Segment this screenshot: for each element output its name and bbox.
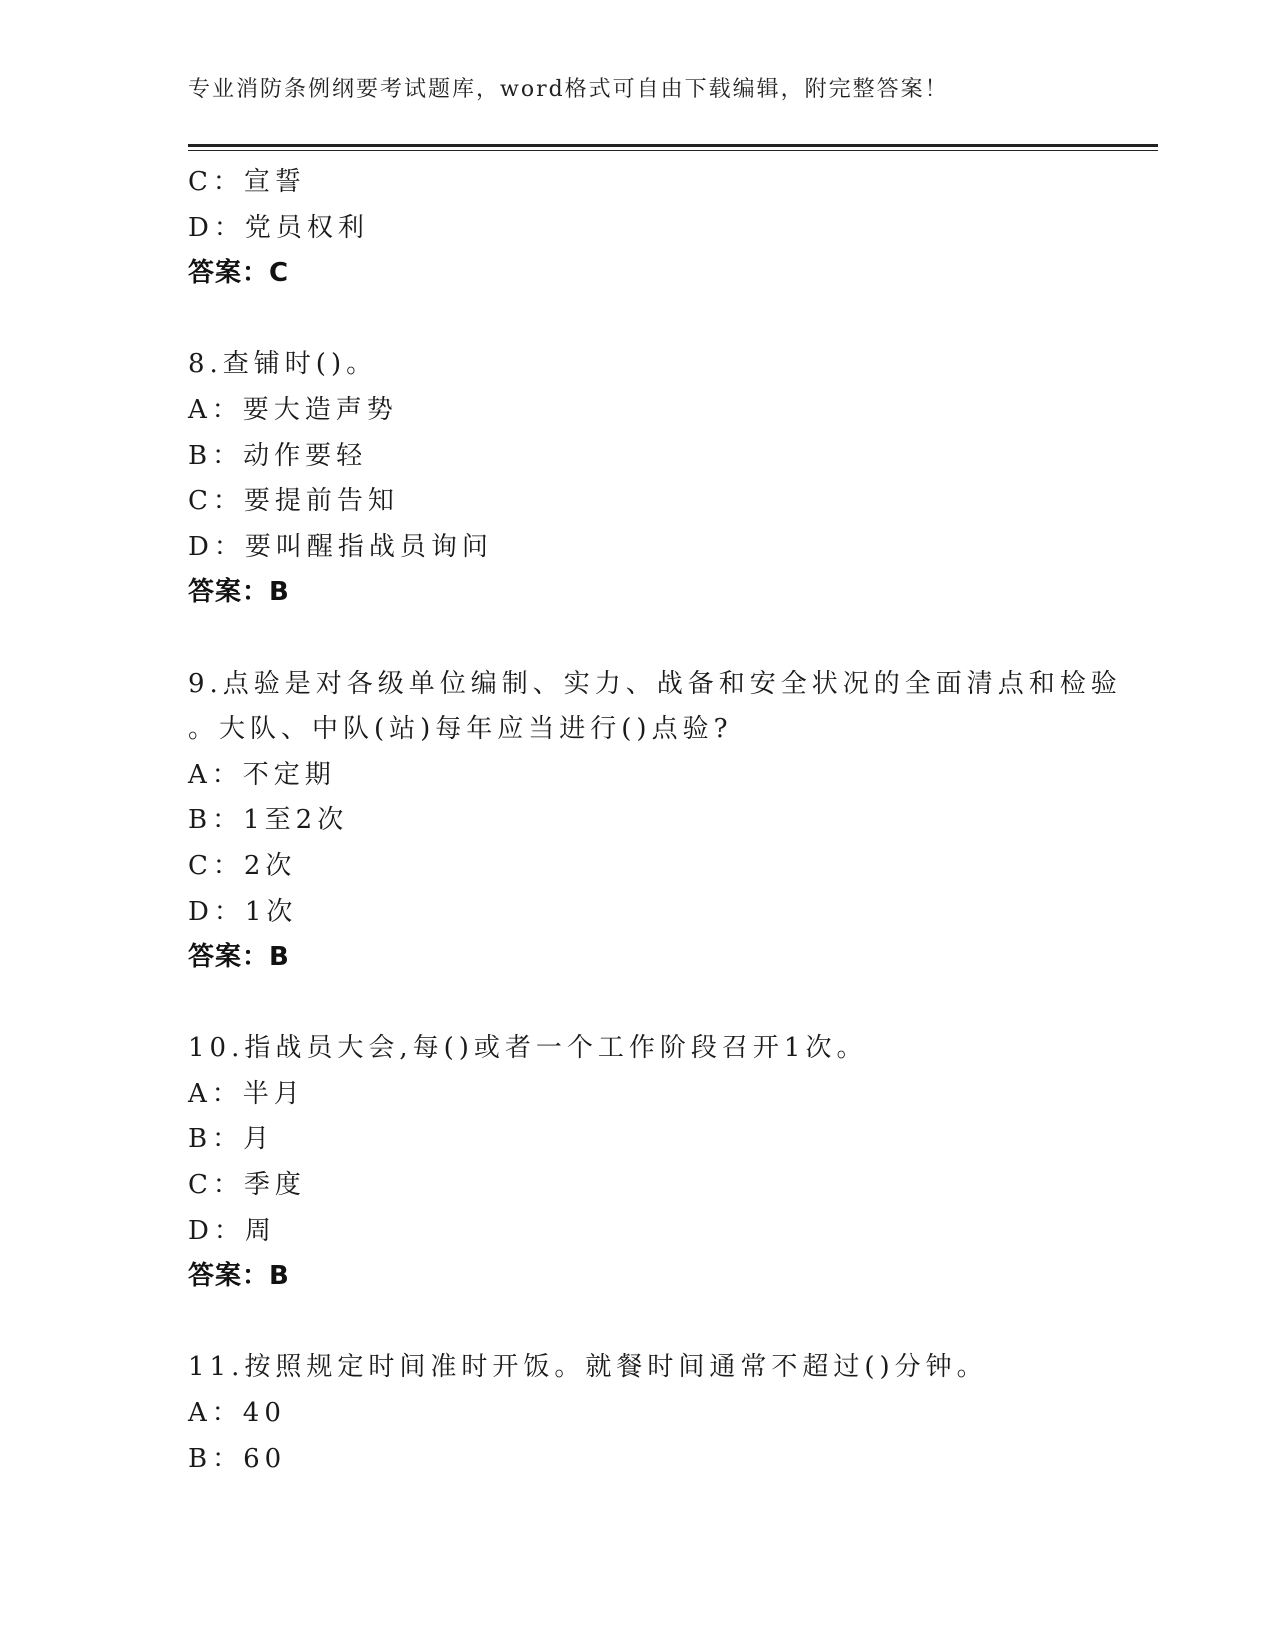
question-11 bbox=[188, 1345, 1088, 1482]
option-d: D：要叫醒指战员询问 bbox=[188, 531, 493, 562]
header-divider-thick bbox=[188, 144, 1158, 147]
option-a: A：不定期 bbox=[188, 759, 336, 790]
option-b: B：动作要轻 bbox=[188, 440, 368, 471]
question-10 bbox=[188, 1026, 1088, 1300]
question-stem-line-1: 9.点验是对各级单位编制、实力、战备和安全状况的全面清点和检验 bbox=[188, 668, 1122, 699]
option-d: D：1次 bbox=[188, 896, 298, 927]
option-d: D：周 bbox=[188, 1215, 276, 1246]
answer-line: 答案：B bbox=[188, 942, 290, 973]
question-stem: 11.按照规定时间准时开饭。就餐时间通常不超过()分钟。 bbox=[188, 1352, 988, 1383]
question-content bbox=[188, 160, 1122, 1482]
option-c: C：季度 bbox=[188, 1170, 306, 1201]
question-stem-line-2: 。大队、中队(站)每年应当进行()点验? bbox=[188, 714, 733, 745]
option-a: A：半月 bbox=[188, 1078, 305, 1109]
option-b: B：60 bbox=[188, 1443, 287, 1474]
question-stem: 10.指战员大会,每()或者一个工作阶段召开1次。 bbox=[188, 1033, 868, 1064]
option-b: B：1至2次 bbox=[188, 805, 349, 836]
option-c: C：2次 bbox=[188, 850, 297, 881]
header-divider-thin bbox=[188, 150, 1158, 151]
question-8 bbox=[188, 342, 1088, 616]
page-header: 专业消防条例纲要考试题库，word格式可自由下载编辑，附完整答案！ bbox=[188, 77, 949, 102]
question-stem: 8.查铺时()。 bbox=[188, 349, 378, 380]
option-b: B：月 bbox=[188, 1124, 275, 1155]
question-7-tail bbox=[188, 160, 1088, 297]
option-d: D：党员权利 bbox=[188, 212, 369, 243]
answer-line: 答案：B bbox=[188, 1261, 290, 1292]
option-c: C：宣誓 bbox=[188, 167, 306, 197]
option-a: A：要大造声势 bbox=[188, 394, 398, 425]
question-9 bbox=[188, 662, 1122, 981]
option-a: A：40 bbox=[188, 1398, 286, 1429]
option-c: C：要提前告知 bbox=[188, 486, 399, 517]
answer-line: 答案：C bbox=[188, 258, 290, 289]
answer-line: 答案：B bbox=[188, 577, 290, 608]
